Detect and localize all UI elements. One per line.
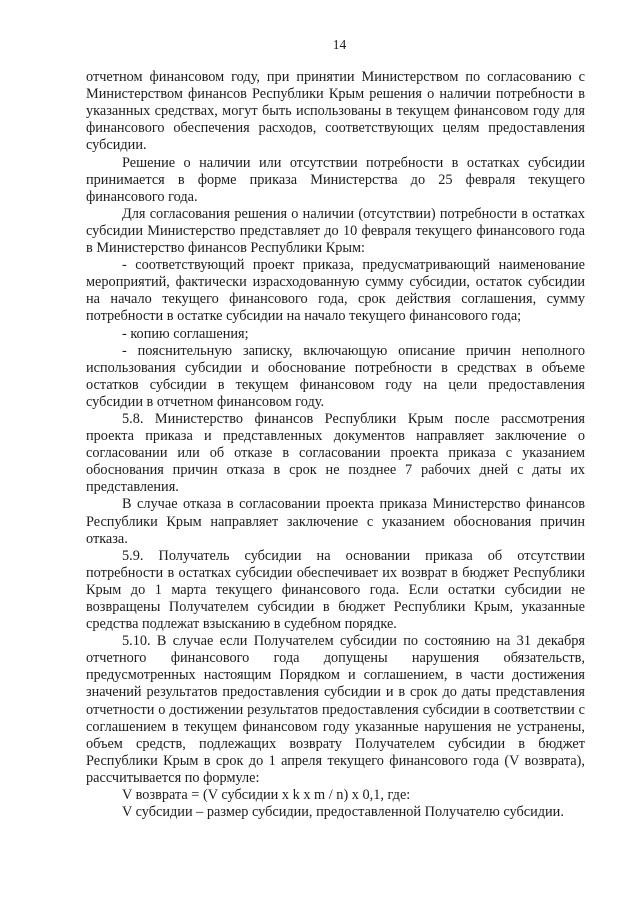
paragraph-refusal: В случае отказа в согласовании проекта приказа Министерство финансов Республики Крым направляет заключение с указанием обоснования причин отказа. (86, 496, 585, 547)
list-item-draft-order: - соответствующий проект приказа, предусматривающий наименование мероприятий, фактически израсходованную сумму субсидии, остаток субсидии на начало текущего финансового года, срок действия соглашения, сумму потребности в остатке субсидии на начало текущего финансового года; (86, 257, 585, 325)
clause-5-10: 5.10. В случае если Получателем субсидии по состоянию на 31 декабря отчетного финансового года допущены нарушения обязательств, предусмотренных настоящим Порядком и соглашением, в части достижения значений результатов предоставления субсидии и в срок до даты представления отчетности о достижении результатов предоставления субсидии в соответствии с соглашением в текущем финансовом году указанные нарушения не устранены, объем средств, подлежащих возврату Получателем субсидии в бюджет Республики Крым в срок до 1 апреля текущего финансового года (V возврата), рассчитывается по формуле: (86, 633, 585, 786)
clause-5-8: 5.8. Министерство финансов Республики Крым после рассмотрения проекта приказа и представленных документов направляет заключение о согласовании или об отказе в согласовании проекта приказа с указанием обоснования причин отказа в срок не позднее 7 рабочих дней с даты их представления. (86, 410, 585, 496)
paragraph-approval: Для согласования решения о наличии (отсутствии) потребности в остатках субсидии Министерство представляет до 10 февраля текущего финансового года в Министерство финансов Республики Крым: (86, 205, 585, 257)
page-number: 14 (332, 37, 347, 52)
paragraph-carryover: отчетном финансовом году, при принятии Министерством по согласованию с Министерством финансов Республики Крым решения о наличии потребности в указанных средствах, могут быть использованы в текущем финансовом году для финансового обеспечения расходов, соответствующих целям предоставления субсидии. (86, 69, 585, 154)
list-item-agreement-copy: - копию соглашения; (122, 325, 249, 342)
clause-5-9: 5.9. Получатель субсидии на основании приказа об отсутствии потребности в остатках субсидии обеспечивает их возврат в бюджет Республики Крым до 1 марта текущего финансового года. Если остатки субсидии не возвращены Получателем субсидии в бюджет Республики Крым, указанные средства подлежат взысканию в судебном порядке. (86, 547, 585, 633)
return-formula: V возврата = (V субсидии x k x m / n) x 0,1, где: (122, 787, 411, 804)
formula-definition: V субсидии – размер субсидии, предоставленной Получателю субсидии. (122, 804, 564, 821)
paragraph-decision: Решение о наличии или отсутствии потребности в остатках субсидии принимается в форме приказа Министерства до 25 февраля текущего финансового года. (86, 154, 585, 205)
list-item-explanatory-note: - пояснительную записку, включающую описание причин неполного использования субсидии и обоснование потребности в средствах в объеме остатков субсидии в текущем финансовом году на цели предоставления субсидии в отчетном финансовом году. (86, 342, 585, 410)
